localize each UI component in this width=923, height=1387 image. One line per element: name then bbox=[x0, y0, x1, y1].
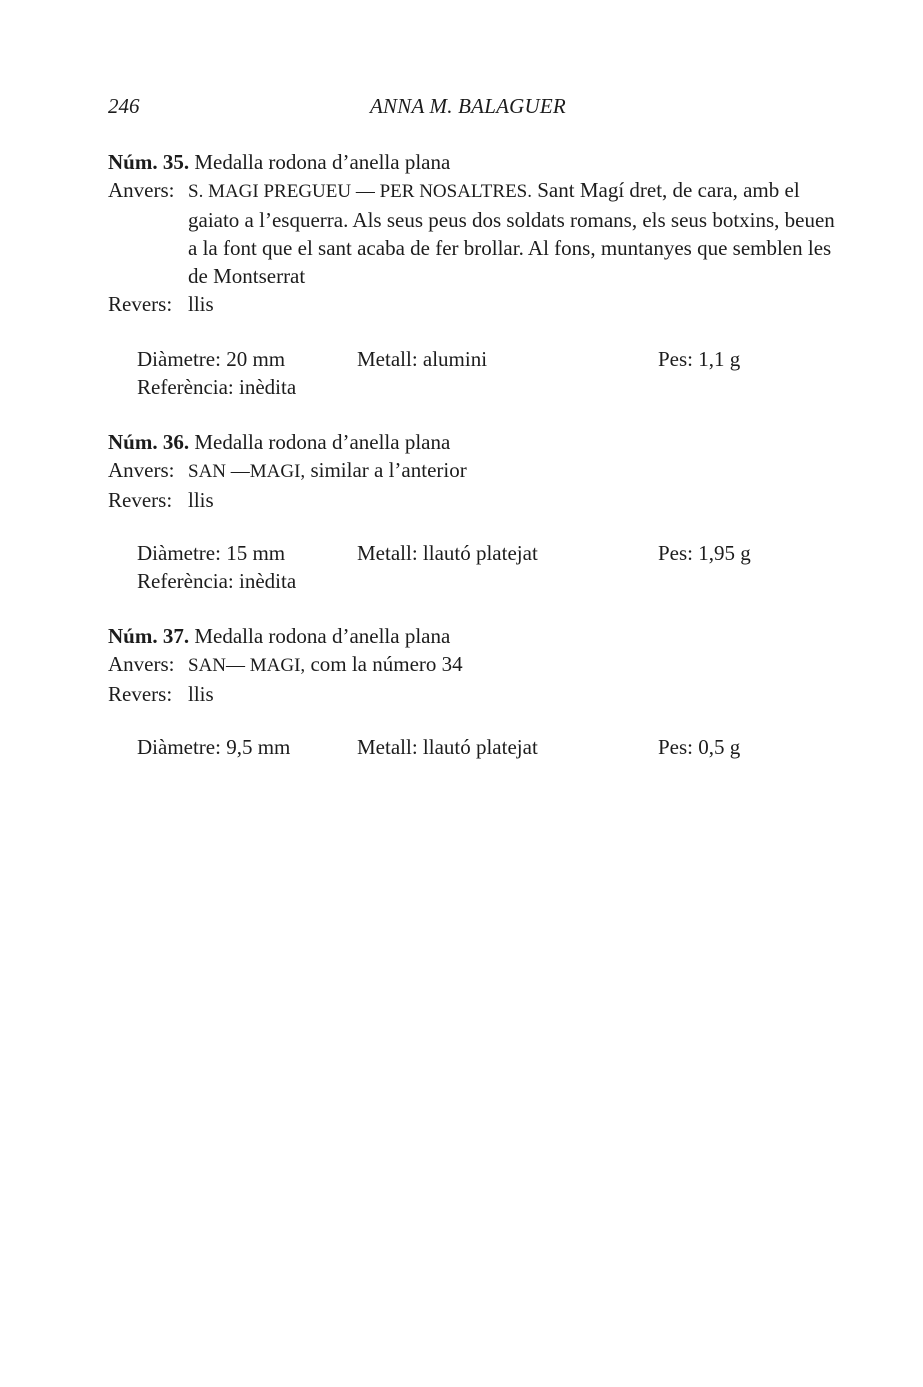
entry-heading bbox=[108, 148, 848, 176]
diameter: Diàmetre: 9,5 mm bbox=[137, 735, 291, 759]
obverse-row bbox=[108, 176, 848, 206]
weight: Pes: 0,5 g bbox=[658, 735, 741, 759]
obverse-continuation-row bbox=[108, 206, 848, 290]
catalog-entry-36 bbox=[108, 428, 848, 514]
obverse-legend: S. MAGI PREGUEU — PER NOSALTRES. bbox=[188, 181, 532, 202]
specs-35 bbox=[137, 345, 837, 401]
entry-number: Núm. 35. bbox=[108, 150, 190, 174]
reverse-text: llis bbox=[188, 682, 214, 706]
reverse-row bbox=[108, 290, 848, 318]
obverse-text bbox=[188, 456, 848, 486]
running-title: ANNA M. BALAGUER bbox=[370, 94, 566, 118]
weight: Pes: 1,95 g bbox=[658, 541, 751, 565]
page-number: 246 bbox=[108, 94, 140, 118]
obverse-legend: SAN— MAGI, bbox=[188, 655, 306, 676]
obverse-legend: SAN —MAGI, bbox=[188, 461, 306, 482]
obverse-text bbox=[188, 650, 848, 680]
reference: Referència: inèdita bbox=[137, 375, 297, 399]
reverse-text: llis bbox=[188, 488, 214, 512]
entry-title: Medalla rodona d’anella plana bbox=[194, 624, 451, 648]
entry-heading bbox=[108, 622, 848, 650]
specs-37 bbox=[137, 733, 837, 761]
entry-title: Medalla rodona d’anella plana bbox=[194, 150, 451, 174]
reverse-label: Revers: bbox=[108, 682, 173, 706]
reference: Referència: inèdita bbox=[137, 569, 297, 593]
reverse-label: Revers: bbox=[108, 488, 173, 512]
obverse-label: Anvers: bbox=[108, 178, 175, 202]
metal: Metall: alumini bbox=[357, 347, 488, 371]
obverse-line-1 bbox=[188, 176, 848, 206]
obverse-label: Anvers: bbox=[108, 458, 175, 482]
reverse-text: llis bbox=[188, 292, 214, 316]
obverse-row bbox=[108, 650, 848, 680]
entry-heading bbox=[108, 428, 848, 456]
running-head bbox=[108, 94, 848, 124]
diameter: Diàmetre: 15 mm bbox=[137, 541, 286, 565]
reverse-row bbox=[108, 680, 848, 708]
reverse-row bbox=[108, 486, 848, 514]
weight: Pes: 1,1 g bbox=[658, 347, 741, 371]
metal: Metall: llautó platejat bbox=[357, 541, 538, 565]
entry-title: Medalla rodona d’anella plana bbox=[194, 430, 451, 454]
obverse-description: com la número 34 bbox=[310, 652, 463, 676]
catalog-entry-35 bbox=[108, 148, 848, 318]
entry-number: Núm. 36. bbox=[108, 430, 190, 454]
obverse-description-start: Sant Magí dret, de cara, amb el bbox=[537, 178, 800, 202]
specs-36 bbox=[137, 539, 837, 595]
entry-number: Núm. 37. bbox=[108, 624, 190, 648]
diameter: Diàmetre: 20 mm bbox=[137, 347, 286, 371]
obverse-label: Anvers: bbox=[108, 652, 175, 676]
reverse-label: Revers: bbox=[108, 292, 173, 316]
obverse-row bbox=[108, 456, 848, 486]
obverse-description: similar a l’anterior bbox=[310, 458, 467, 482]
obverse-description-rest: gaiato a l’esquerra. Als seus peus dos soldats romans, els seus botxins, beuen a la font que el sant acaba de fer brollar. Al fons, muntanyes que semblen les de Montserrat bbox=[188, 208, 835, 288]
catalog-entry-37 bbox=[108, 622, 848, 708]
metal: Metall: llautó platejat bbox=[357, 735, 538, 759]
